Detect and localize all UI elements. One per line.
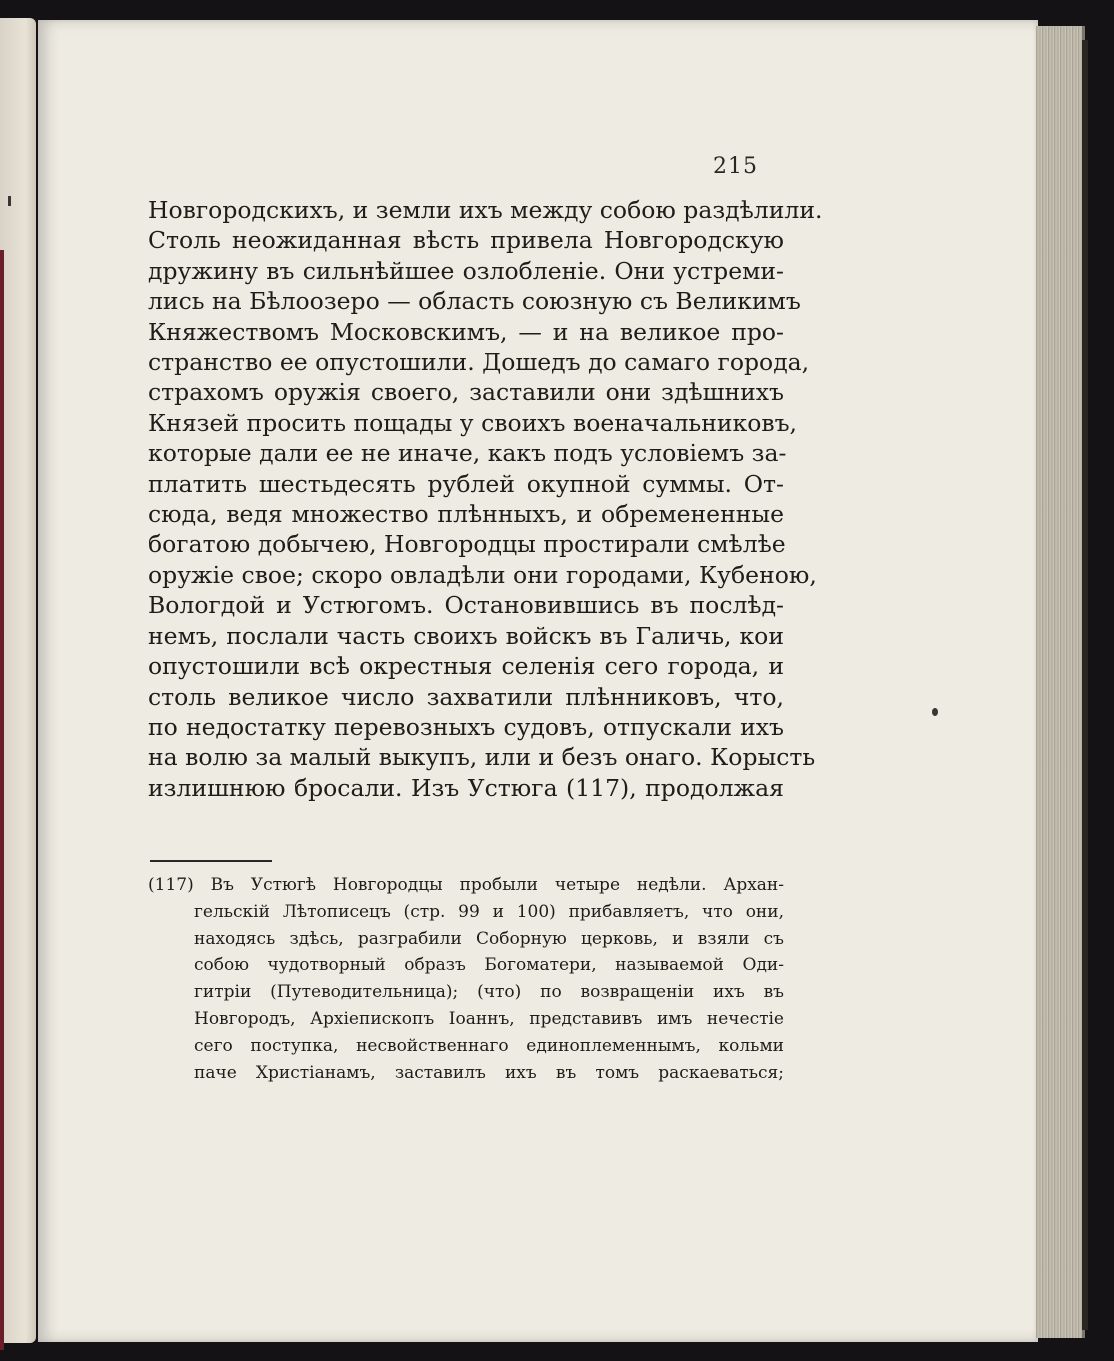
page-number: 215	[713, 154, 758, 179]
text-line: платить шестьдесять рублей окупной суммы. От-	[148, 469, 784, 498]
body-text	[148, 195, 823, 803]
page-stack-edge	[1036, 26, 1085, 1338]
text-line: по недостатку перевозныхъ судовъ, отпускали ихъ	[148, 712, 784, 741]
text-line: на волю за малый выкупъ, или и безъ онаго. Корысть	[148, 743, 816, 772]
text-line: страхомъ оружія своего, заставили они здѣшнихъ	[148, 378, 784, 407]
footnote-line: находясь здѣсь, разграбили Соборную церковь, и взяли съ	[194, 928, 784, 949]
book-cover-edge	[0, 250, 4, 1350]
text-line: Княжествомъ Московскимъ, — и на великое про-	[148, 317, 784, 346]
text-line: Вологдой и Устюгомъ. Остановившись въ послѣд-	[148, 591, 784, 620]
text-line: столь великое число захватили плѣнниковъ, что,	[148, 682, 784, 711]
stray-ink-mark	[932, 708, 938, 716]
text-line: Столь неожиданная вѣсть привела Новгородскую	[148, 226, 784, 255]
text-line: сюда, ведя множество плѣнныхъ, и обремененные	[148, 500, 784, 529]
text-line: излишнюю бросали. Изъ Устюга (117), продолжая	[148, 773, 784, 802]
text-line: Новгородскихъ, и земли ихъ между собою раздѣлили.	[148, 196, 823, 224]
footnote-line: гитріи (Путеводительница); (что) по возвращеніи ихъ въ	[194, 982, 784, 1003]
left-page-edge	[0, 18, 36, 1343]
footnote-line: гельскій Лѣтописецъ (стр. 99 и 100) прибавляетъ, что они,	[194, 901, 784, 922]
footnote	[148, 872, 784, 1086]
footnote-line: (117) Въ Устюгѣ Новгородцы пробыли четыре недѣли. Архан-	[148, 875, 784, 895]
text-line: богатою добычею, Новгородцы простирали смѣлѣе	[148, 530, 786, 559]
text-line: немъ, послали часть своихъ войскъ въ Галичь, кои	[148, 621, 784, 650]
footnote-line: собою чудотворный образъ Богоматери, называемой Оди-	[194, 955, 784, 976]
text-line: опустошили всѣ окрестныя селенія сего города, и	[148, 652, 784, 681]
footnote-rule	[150, 860, 272, 862]
footnote-line: сего поступка, несвойственнаго единоплеменнымъ, кольми	[194, 1035, 784, 1056]
text-line: странство ее опустошили. Дошедъ до самаго города,	[148, 348, 810, 377]
page-stack-shadow	[1082, 40, 1088, 1330]
left-page-mark	[8, 196, 11, 206]
text-line: оружіе свое; скоро овладѣли они городами, Кубеною,	[148, 560, 817, 589]
footnote-line: Новгородъ, Архіепископъ Іоаннъ, представивъ имъ нечестіе	[194, 1008, 784, 1029]
text-line: Князей просить пощады у своихъ военачальниковъ,	[148, 408, 798, 437]
footnote-line: паче Христіанамъ, заставилъ ихъ въ томъ раскаеваться;	[194, 1062, 784, 1083]
text-line: дружину въ сильнѣйшее озлобленіе. Они устреми-	[148, 256, 784, 285]
text-line: лись на Бѣлоозеро — область союзную съ Великимъ	[148, 287, 801, 316]
text-line: которые дали ее не иначе, какъ подъ условіемъ за-	[148, 439, 787, 468]
